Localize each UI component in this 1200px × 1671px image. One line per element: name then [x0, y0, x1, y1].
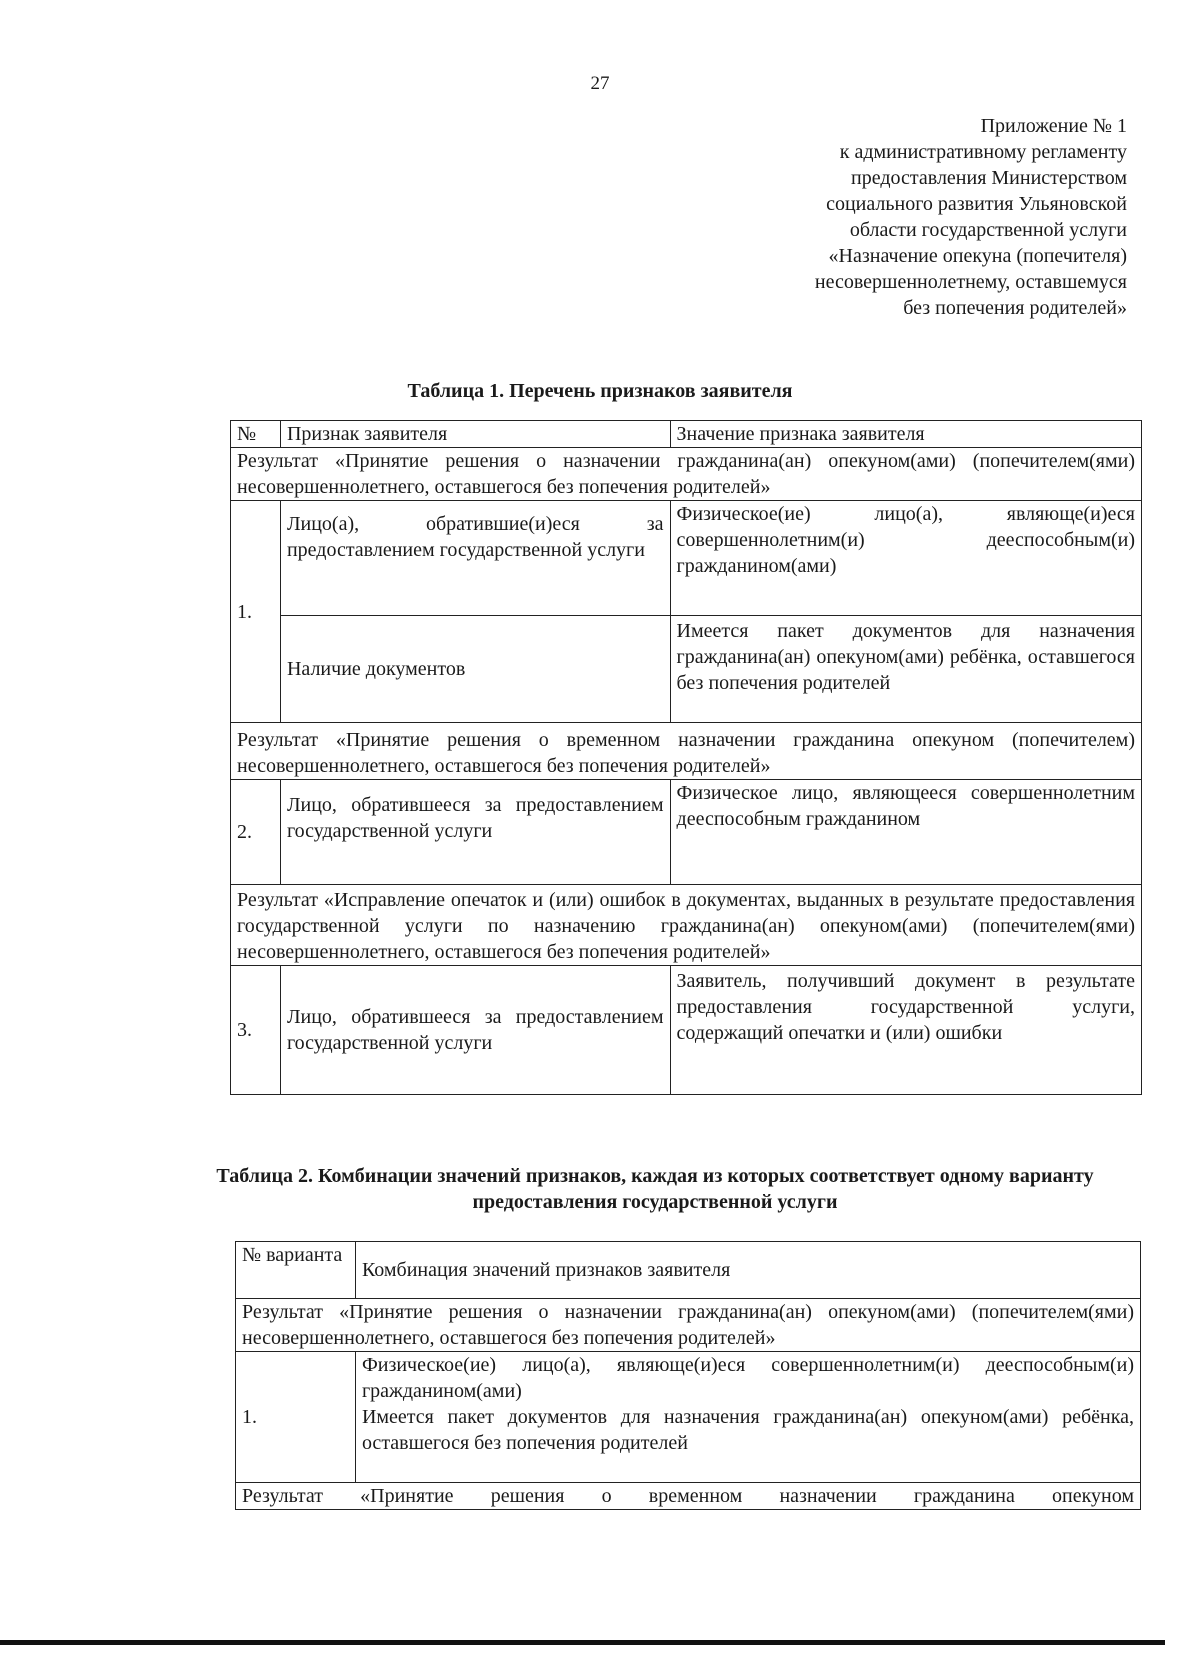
appendix-line: к административному регламенту	[839, 141, 1127, 163]
appendix-header	[707, 113, 1127, 321]
table2-header-combo: Комбинация значений признаков заявителя	[355, 1242, 1140, 1299]
table1-row-value: Имеется пакет документов для назначения гражданина(ан) опекуном(ами) ребёнка, оставшегося без попечения родителей	[670, 616, 1141, 723]
appendix-line: без попечения родителей»	[903, 297, 1127, 319]
table2	[235, 1241, 1141, 1510]
table1-row	[231, 616, 1142, 723]
table2-title: Таблица 2. Комбинации значений признаков, каждая из которых соответствует одному варианту предоставления государственной услуги	[216, 1165, 1094, 1213]
table1-row-num: 2.	[231, 780, 281, 885]
table1-row	[231, 780, 1142, 885]
table1-header-attr: Признак заявителя	[280, 421, 670, 448]
table1-result-2: Результат «Принятие решения о временном назначении гражданина опекуном (попечителем) несовершеннолетнего, оставшегося без попечения родителей»	[231, 723, 1142, 780]
appendix-line: несовершеннолетнему, оставшемуся	[814, 271, 1127, 293]
table1-row-num: 1.	[231, 501, 281, 723]
table1-title: Таблица 1. Перечень признаков заявителя	[407, 380, 793, 402]
appendix-line: предоставления Министерством	[851, 167, 1127, 189]
table2-header-num: № варианта	[236, 1242, 356, 1299]
table1	[230, 420, 1142, 1095]
appendix-line: Приложение № 1	[980, 115, 1127, 137]
table1-row-num: 3.	[231, 966, 281, 1095]
table2-row-combo	[355, 1352, 1140, 1483]
table1-result-1: Результат «Принятие решения о назначении гражданина(ан) опекуном(ами) (попечителем(ями) несовершеннолетнего, оставшегося без попечения родителей»	[231, 448, 1142, 501]
table1-row-attr: Наличие документов	[280, 616, 670, 723]
table1-result-row	[231, 885, 1142, 966]
table1-row-attr: Лицо, обратившееся за предоставлением государственной услуги	[280, 966, 670, 1095]
table2-result-row	[236, 1483, 1141, 1510]
appendix-line: социального развития Ульяновской	[826, 193, 1127, 215]
table1-row	[231, 501, 1142, 616]
table1-result-row	[231, 723, 1142, 780]
table1-result-row	[231, 448, 1142, 501]
table1-row-value: Физическое(ие) лицо(а), являюще(и)еся совершеннолетним(и) дееспособным(и) гражданином(ами)	[670, 501, 1141, 616]
table2-combo-line: Физическое(ие) лицо(а), являюще(и)еся совершеннолетним(и) дееспособным(и) гражданином(ами)	[361, 1354, 1134, 1402]
appendix-line: «Назначение опекуна (попечителя)	[828, 245, 1127, 267]
table1-result-3: Результат «Исправление опечаток и (или) ошибок в документах, выданных в результате предоставления государственной услуги по назначению гражданина(ан) опекуном(ами) (попечителем(ями) несовершеннолетнего, оставшегося без попечения родителей»	[231, 885, 1142, 966]
table2-header-row	[236, 1242, 1141, 1299]
table2-result-1: Результат «Принятие решения о назначении гражданина(ан) опекуном(ами) (попечителем(ями) несовершеннолетнего, оставшегося без попечения родителей»	[236, 1299, 1141, 1352]
appendix-line: области государственной услуги	[849, 219, 1127, 241]
table2-result-row	[236, 1299, 1141, 1352]
page-bottom-border	[0, 1640, 1165, 1645]
table1-header-num: №	[231, 421, 281, 448]
table1-header-row	[231, 421, 1142, 448]
page-number: 27	[590, 73, 610, 94]
table2-result-2: Результат «Принятие решения о временном назначении гражданина опекуном	[236, 1483, 1141, 1510]
table1-row-attr: Лицо(а), обратившие(и)еся за предоставлением государственной услуги	[280, 501, 670, 616]
table2-row-num: 1.	[236, 1352, 356, 1483]
table1-row-value: Физическое лицо, являющееся совершеннолетним дееспособным гражданином	[670, 780, 1141, 885]
table2-row	[236, 1352, 1141, 1483]
table2-combo-line: Имеется пакет документов для назначения гражданина(ан) опекуном(ами) ребёнка, оставшегося без попечения родителей	[361, 1406, 1134, 1454]
table1-row	[231, 966, 1142, 1095]
table1-row-value: Заявитель, получивший документ в результате предоставления государственной услуги, содержащий опечатки и (или) ошибки	[670, 966, 1141, 1095]
table1-row-attr: Лицо, обратившееся за предоставлением государственной услуги	[280, 780, 670, 885]
table1-header-value: Значение признака заявителя	[670, 421, 1141, 448]
